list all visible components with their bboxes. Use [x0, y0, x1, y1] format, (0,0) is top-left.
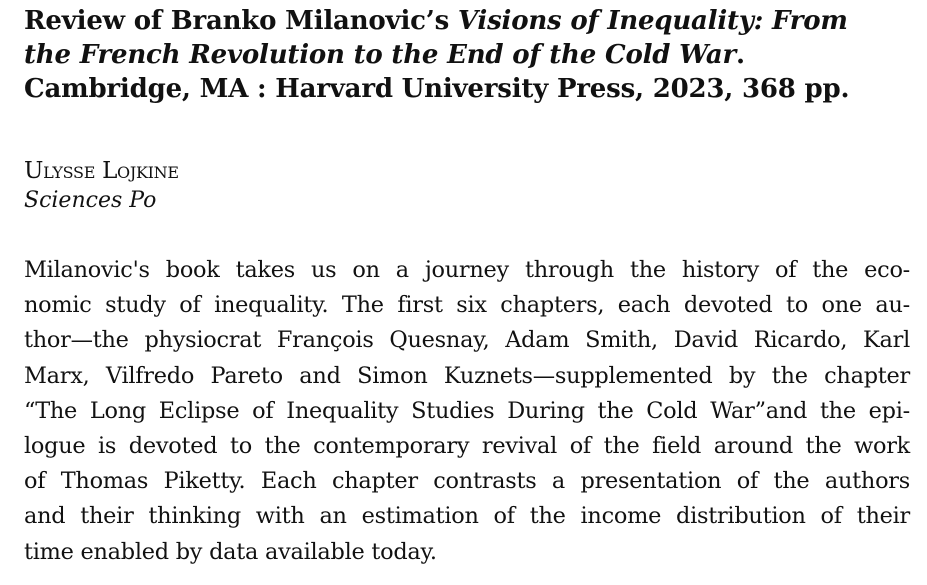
- body-line: and their thinking with an estimation of the income distribution of their: [24, 503, 910, 530]
- body-line: nomic study of inequality. The first six chapters, each devoted to one au-: [24, 292, 910, 319]
- body-line: Milanovic's book takes us on a journey through the history of the eco-: [24, 257, 910, 283]
- body-line: of Thomas Piketty. Each chapter contrasts a presentation of the authors: [24, 468, 910, 495]
- title-line-2: [24, 38, 910, 72]
- body-line: logue is devoted to the contemporary revival of the field around the work: [24, 433, 910, 460]
- body-line: Marx, Vilfredo Pareto and Simon Kuznets—supplemented by the chapter: [24, 362, 910, 389]
- title-period: .: [735, 40, 745, 70]
- author-block: [24, 157, 910, 215]
- review-title: [24, 4, 910, 106]
- title-line-1: [24, 4, 910, 38]
- review-page: [24, 4, 910, 570]
- body-paragraph: [24, 253, 910, 570]
- title-prefix: Review of Branko Milanovic’s: [24, 6, 458, 36]
- book-title-part-1: Visions of Inequality: From: [457, 6, 848, 36]
- book-title-part-2: the French Revolution to the End of the Cold War: [24, 40, 736, 70]
- author-name: Ulysse Lojkine: [24, 158, 179, 184]
- body-line-last: time enabled by data available today.: [24, 538, 437, 565]
- publication-info: Cambridge, MA : Harvard University Press, 2023, 368 pp.: [24, 74, 850, 104]
- body-line: “The Long Eclipse of Inequality Studies During the Cold War”and the epi-: [24, 397, 910, 424]
- author-affiliation: Sciences Po: [24, 188, 157, 213]
- body-line: thor—the physiocrat François Quesnay, Adam Smith, David Ricardo, Karl: [24, 327, 910, 354]
